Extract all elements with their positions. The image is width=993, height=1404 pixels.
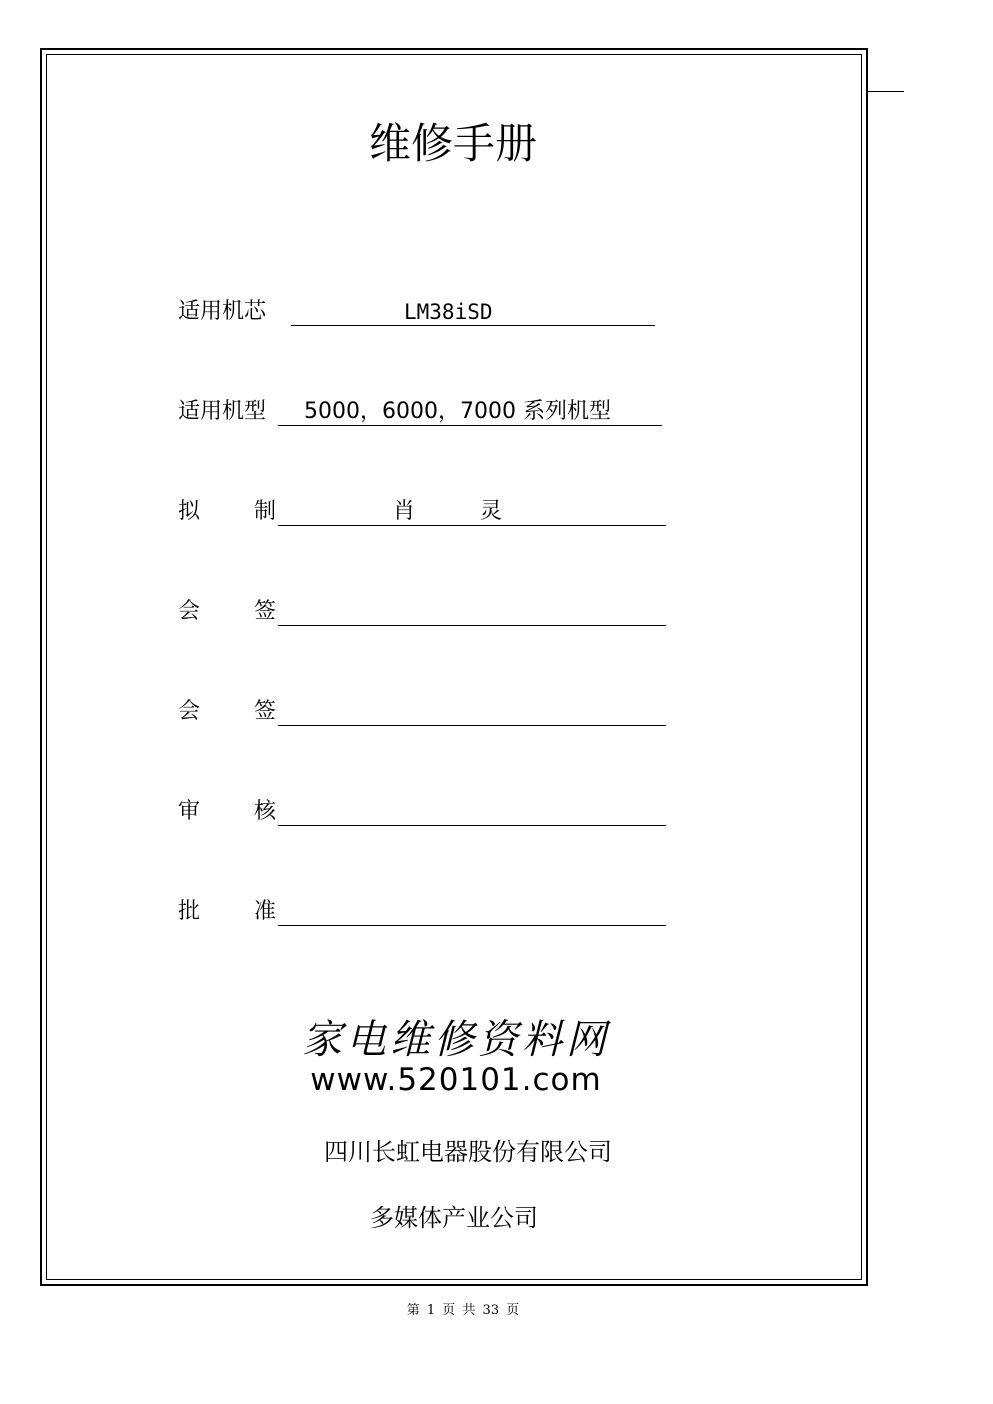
field-drafted-value-2: 灵 (480, 499, 503, 524)
field-review-label-2: 核 (254, 799, 277, 824)
company-name: 四川长虹电器股份有限公司 (324, 1138, 612, 1166)
field-countersign-2-underline (278, 725, 666, 726)
field-approve-label-2: 准 (254, 899, 277, 924)
field-approve-underline (278, 925, 666, 926)
field-drafted-label-1: 拟 (178, 499, 201, 524)
field-drafted (178, 497, 668, 529)
field-models-label: 适用机型 (178, 399, 267, 424)
field-approve (178, 897, 668, 929)
watermark-url: www.520101.com (310, 1062, 602, 1098)
field-drafted-label-2: 制 (254, 499, 277, 524)
field-countersign-1-label-1: 会 (178, 599, 201, 624)
field-countersign-2-label-1: 会 (178, 699, 201, 724)
field-chassis-label: 适用机芯 (178, 299, 267, 324)
field-drafted-value-1: 肖 (393, 499, 416, 524)
document-title: 维修手册 (368, 119, 537, 168)
field-review-label-1: 审 (178, 799, 201, 824)
field-countersign-1-underline (278, 625, 666, 626)
field-drafted-underline (278, 525, 666, 526)
field-countersign-1-label-2: 签 (254, 599, 277, 624)
page-number-footer: 第 1 页 共 33 页 (406, 1303, 520, 1318)
field-chassis-value: LM38iSD (404, 300, 493, 324)
field-models-value: 5000，6000，7000 系列机型 (304, 399, 611, 424)
field-chassis (178, 297, 658, 329)
field-countersign-2 (178, 697, 668, 729)
field-approve-label-1: 批 (178, 899, 201, 924)
field-review (178, 797, 668, 829)
watermark-text: 家电维修资料网 (302, 1017, 610, 1063)
field-countersign-2-label-2: 签 (254, 699, 277, 724)
field-models (178, 397, 664, 429)
company-division: 多媒体产业公司 (370, 1204, 538, 1232)
field-review-underline (278, 825, 666, 826)
field-countersign-1 (178, 597, 668, 629)
header-rule (868, 91, 904, 92)
